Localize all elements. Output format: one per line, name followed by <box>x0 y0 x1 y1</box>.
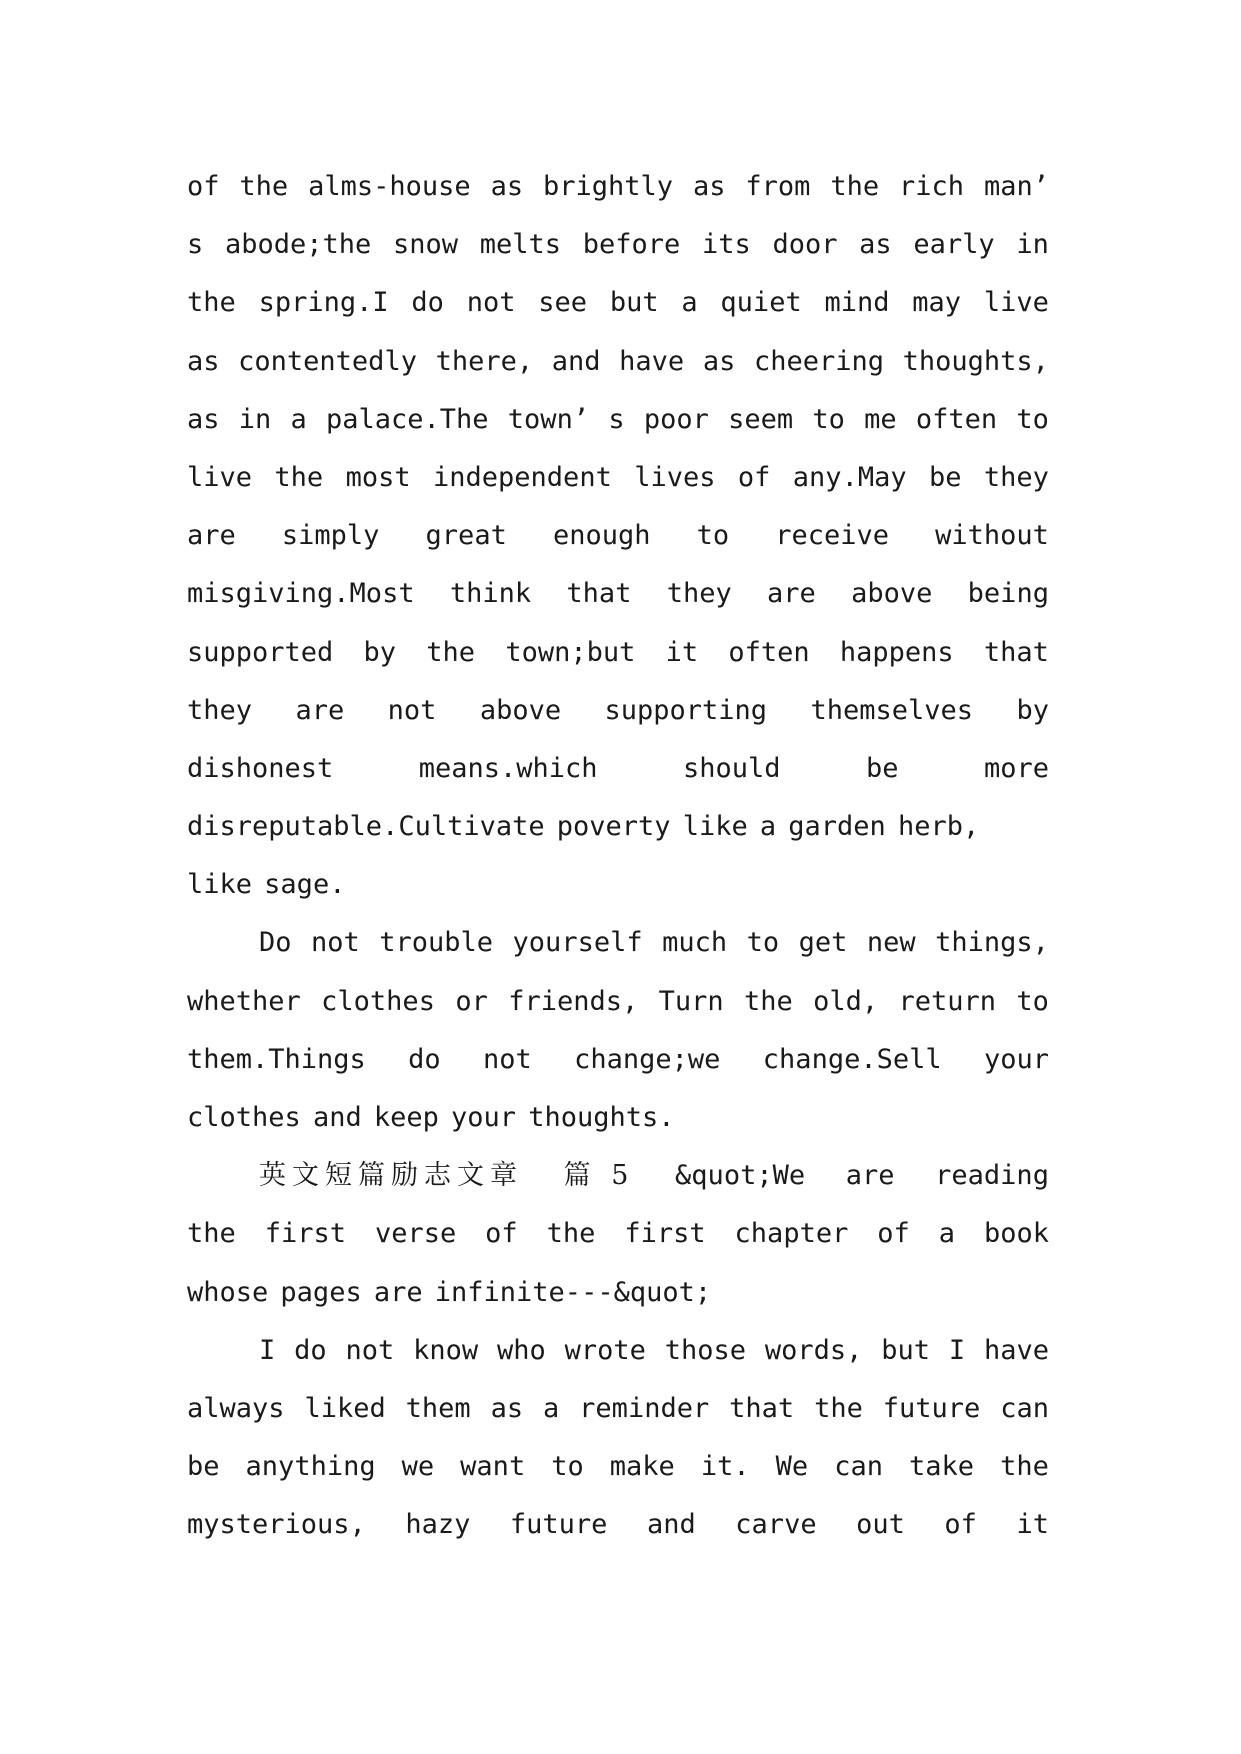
word: things, <box>935 927 1049 959</box>
text-line <box>187 682 1049 740</box>
text-line <box>187 798 1049 856</box>
word: make <box>609 1451 675 1483</box>
word: clothes <box>321 985 435 1017</box>
word: do <box>294 1334 327 1366</box>
word: are <box>373 1276 423 1308</box>
word: chapter <box>734 1218 849 1250</box>
text-line <box>187 216 1049 274</box>
word: verse <box>374 1218 457 1250</box>
word: themselves <box>810 694 974 726</box>
word: change;we <box>574 1043 721 1075</box>
word: wrote <box>564 1334 646 1366</box>
word: by <box>363 636 397 668</box>
word: quiet <box>720 287 802 319</box>
word: trouble <box>379 927 494 959</box>
word: by <box>1016 694 1049 726</box>
word: above <box>479 694 562 726</box>
word: misgiving.Most <box>187 578 415 610</box>
word: get <box>798 927 848 959</box>
word: not <box>345 1334 395 1366</box>
word: the <box>426 636 476 668</box>
word: they <box>666 578 732 610</box>
word: seem <box>728 403 794 435</box>
word: dishonest <box>187 752 334 784</box>
word: them.Things <box>187 1043 366 1075</box>
word: early <box>913 229 995 261</box>
word: Do <box>259 927 292 959</box>
word: are <box>187 520 236 552</box>
word: the <box>830 171 880 202</box>
text-line <box>187 1264 1049 1322</box>
word: town’ <box>507 403 590 435</box>
word: not <box>466 287 516 319</box>
word: take <box>909 1451 975 1483</box>
text-line <box>187 274 1049 332</box>
word: me <box>864 403 897 435</box>
text-line <box>187 740 1049 798</box>
word: abode;the <box>224 229 372 261</box>
word: as <box>490 171 524 202</box>
text-line <box>187 1380 1049 1438</box>
word: who <box>496 1334 546 1366</box>
word: of <box>737 461 771 493</box>
word: not <box>387 694 437 726</box>
word: carve <box>735 1509 817 1541</box>
word: there, <box>435 345 534 377</box>
word: its <box>701 229 751 261</box>
word: melts <box>479 229 561 261</box>
word: that <box>729 1392 795 1424</box>
text-line <box>187 973 1049 1031</box>
word: of <box>485 1218 518 1250</box>
word: whether <box>187 985 301 1017</box>
word: the <box>187 287 236 319</box>
text-line <box>187 624 1049 682</box>
word: door <box>772 229 838 261</box>
word: supporting <box>604 694 768 726</box>
word: as <box>490 1392 524 1424</box>
word: often <box>915 403 998 435</box>
word: as <box>692 171 726 202</box>
word: may <box>912 287 962 319</box>
word: or <box>455 985 488 1017</box>
word: are <box>767 578 816 610</box>
word: from <box>745 171 811 202</box>
word: sage. <box>264 869 346 901</box>
word: those <box>664 1334 746 1366</box>
word: yourself <box>512 927 643 959</box>
word: to <box>1016 985 1049 1017</box>
word: as <box>859 229 892 261</box>
word: first <box>264 1218 346 1250</box>
word: the <box>1000 1451 1049 1483</box>
word: enough <box>552 520 651 552</box>
word: words, <box>764 1334 863 1366</box>
word: in <box>1016 229 1049 261</box>
word: we <box>401 1451 435 1483</box>
text-line <box>187 507 1049 565</box>
text-line <box>187 158 1049 216</box>
word: a <box>290 403 307 435</box>
word: new <box>866 927 916 959</box>
word: the <box>274 461 324 493</box>
word: them <box>405 1392 471 1424</box>
word: be <box>928 461 962 493</box>
word: town;but <box>505 636 636 668</box>
word: &quot;We <box>675 1160 806 1192</box>
word: it <box>665 636 699 668</box>
word: are <box>845 1160 895 1192</box>
document-body <box>187 158 1049 1555</box>
word: and <box>646 1509 696 1541</box>
word: old, <box>813 985 879 1017</box>
word: whose <box>187 1276 269 1308</box>
word: your <box>451 1102 517 1133</box>
word: do <box>408 1043 441 1075</box>
word: as <box>187 345 220 377</box>
word: to <box>696 520 730 552</box>
word: live <box>187 461 253 493</box>
word: to <box>1016 403 1049 435</box>
text-line <box>187 856 1049 914</box>
word: 篇 5 <box>563 1160 635 1192</box>
word: anything <box>245 1451 376 1483</box>
text-line <box>187 1322 1049 1380</box>
word: be <box>865 752 899 784</box>
word: reading <box>935 1160 1049 1192</box>
word: it <box>1016 1509 1049 1541</box>
word: infinite---&quot; <box>434 1276 712 1308</box>
word: alms-house <box>308 171 471 202</box>
word: s <box>187 229 204 261</box>
word: should <box>683 752 781 784</box>
word: snow <box>392 229 459 261</box>
word: reminder <box>579 1392 710 1424</box>
word: like <box>187 869 253 901</box>
word: as <box>702 345 736 377</box>
word: independent <box>433 461 612 493</box>
word: live <box>983 287 1049 319</box>
word: are <box>295 694 345 726</box>
word: often <box>728 636 810 668</box>
word: 英文短篇励志文章 <box>259 1160 523 1192</box>
word: to <box>551 1451 584 1483</box>
word: a <box>759 811 777 843</box>
word: your <box>983 1043 1049 1075</box>
word: future <box>882 1392 981 1424</box>
text-line <box>187 914 1049 972</box>
word: but <box>609 287 659 319</box>
word: that <box>983 636 1049 668</box>
word: being <box>967 578 1049 610</box>
word: spring.I <box>258 287 389 319</box>
word: see <box>538 287 588 319</box>
text-line <box>187 1031 1049 1089</box>
word: hazy <box>405 1509 471 1541</box>
word: lives <box>634 461 716 493</box>
word: it. <box>700 1451 750 1483</box>
text-line <box>187 333 1049 391</box>
word: We <box>775 1451 809 1483</box>
word: change.Sell <box>762 1043 942 1075</box>
word: first <box>624 1218 706 1250</box>
word: means.which <box>418 752 598 784</box>
word: and <box>312 1102 362 1133</box>
word: disreputable.Cultivate <box>187 811 545 843</box>
word: Turn <box>658 985 724 1017</box>
word: any.May <box>792 461 907 493</box>
word: happens <box>839 636 954 668</box>
word: keep <box>373 1102 439 1133</box>
word: brightly <box>543 171 674 202</box>
word: palace.The <box>326 403 489 435</box>
word: the <box>814 1392 863 1424</box>
text-line <box>187 1147 1049 1205</box>
word: great <box>425 520 507 552</box>
word: in <box>238 403 272 435</box>
word: a <box>938 1218 955 1250</box>
word: that <box>566 578 632 610</box>
word: more <box>983 752 1049 784</box>
word: garden <box>788 811 886 843</box>
word: cheering <box>753 345 884 377</box>
word: can <box>1000 1392 1049 1424</box>
text-line <box>187 1496 1049 1554</box>
word: can <box>834 1451 883 1483</box>
word: but <box>881 1334 931 1366</box>
word: much <box>662 927 728 959</box>
word: thoughts. <box>528 1102 675 1133</box>
text-line <box>187 449 1049 507</box>
word: mind <box>824 287 890 319</box>
word: simply <box>281 520 380 552</box>
word: the <box>239 171 289 202</box>
word: pages <box>280 1276 362 1308</box>
word: out <box>856 1509 905 1541</box>
word: be <box>187 1451 220 1483</box>
word: contentedly <box>238 345 417 377</box>
word: thoughts, <box>902 345 1049 377</box>
word: s <box>608 403 625 435</box>
word: like <box>682 811 748 843</box>
text-line <box>187 1438 1049 1496</box>
text-line <box>187 1205 1049 1263</box>
word: of <box>944 1509 977 1541</box>
word: always <box>187 1392 285 1424</box>
word: man’ <box>983 171 1049 202</box>
word: future <box>509 1509 608 1541</box>
word: above <box>851 578 933 610</box>
word: I <box>948 1334 966 1366</box>
word: a <box>543 1392 560 1424</box>
word: have <box>619 345 685 377</box>
word: a <box>681 287 698 319</box>
word: the <box>546 1218 596 1250</box>
word: herb, <box>897 811 980 843</box>
word: friends, <box>508 985 639 1017</box>
text-line <box>187 391 1049 449</box>
word: liked <box>304 1392 386 1424</box>
word: to <box>812 403 845 435</box>
word: and <box>551 345 601 377</box>
word: they <box>983 461 1049 493</box>
word: I <box>259 1334 276 1366</box>
word: to <box>746 927 780 959</box>
word: not <box>311 927 360 959</box>
word: without <box>935 520 1049 552</box>
word: supported <box>187 636 334 668</box>
word: rich <box>899 171 965 202</box>
word: have <box>983 1334 1049 1366</box>
word: mysterious, <box>187 1509 366 1541</box>
word: think <box>449 578 532 610</box>
word: they <box>187 694 253 726</box>
word: before <box>582 229 681 261</box>
word: do <box>411 287 444 319</box>
word: want <box>460 1451 526 1483</box>
text-line <box>187 565 1049 623</box>
word: not <box>483 1043 532 1075</box>
word: clothes <box>187 1102 301 1133</box>
word: most <box>345 461 411 493</box>
word: book <box>983 1218 1049 1250</box>
word: know <box>413 1334 479 1366</box>
word: as <box>187 403 220 435</box>
word: of <box>877 1218 910 1250</box>
word: return <box>898 985 997 1017</box>
word: poverty <box>556 811 671 843</box>
word: the <box>743 985 793 1017</box>
word: of <box>187 171 220 202</box>
text-line <box>187 1089 1049 1147</box>
word: receive <box>775 520 890 552</box>
word: poor <box>643 403 709 435</box>
word: the <box>187 1218 236 1250</box>
